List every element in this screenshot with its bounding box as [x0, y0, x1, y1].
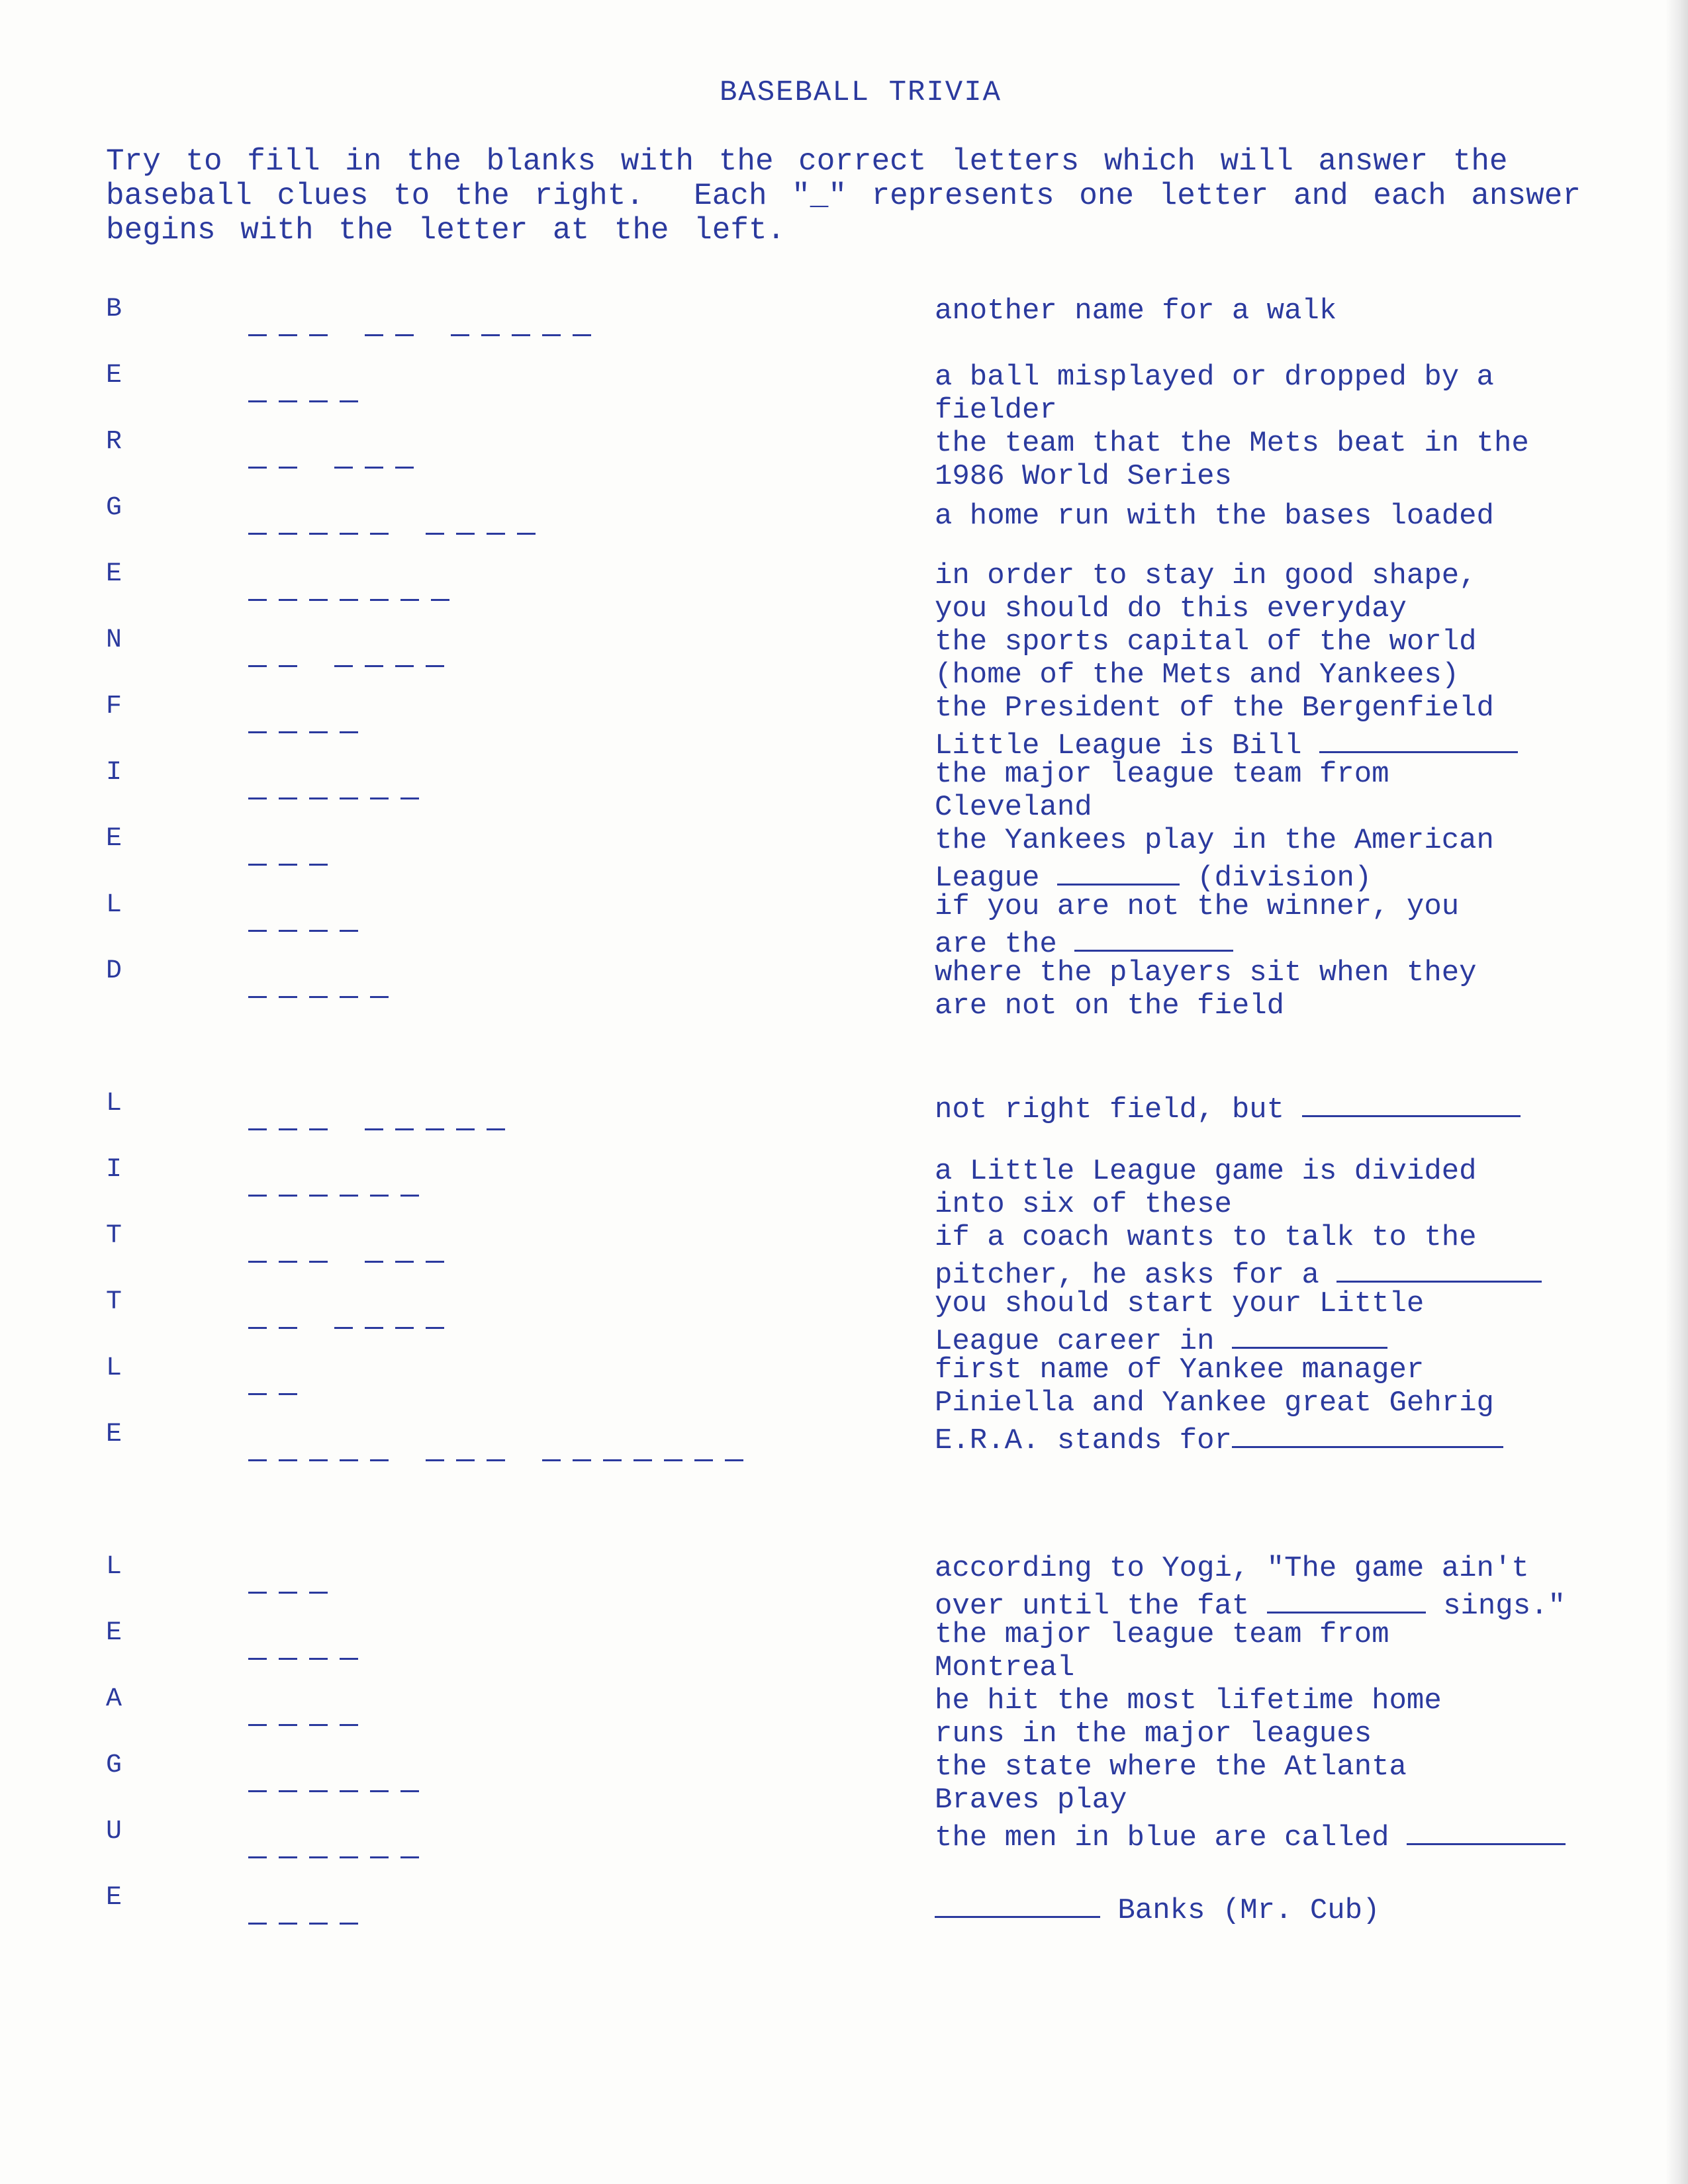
letter-blank[interactable] [248, 496, 267, 535]
clue-text [935, 1089, 1676, 1126]
clue-text [935, 1817, 1676, 1854]
start-letter: E [106, 824, 122, 854]
letter-blank[interactable] [340, 1819, 358, 1858]
letter-blank[interactable] [248, 628, 267, 667]
answer-row [106, 559, 139, 599]
letter-blank[interactable] [279, 1290, 297, 1329]
clue-line: the sports capital of the world (home of the Mets and Yankees) [935, 625, 1477, 692]
letter-blank[interactable] [340, 893, 358, 932]
clue-text [935, 1889, 1676, 1927]
clue-before-blank: the men in blue are called [935, 1821, 1407, 1854]
letter-blank[interactable] [309, 1753, 328, 1792]
clue-line: another name for a walk [935, 295, 1337, 328]
letter-blank[interactable] [248, 562, 267, 601]
letter-blank[interactable] [451, 297, 469, 336]
answer-row [106, 1552, 139, 1592]
clue-text [935, 956, 1676, 1023]
letter-blank[interactable] [248, 297, 267, 336]
letter-blank[interactable] [309, 1422, 328, 1461]
letter-blank[interactable] [694, 1422, 713, 1461]
letter-blank[interactable] [370, 1158, 389, 1197]
start-letter: B [106, 295, 122, 324]
letter-blank[interactable] [365, 1224, 383, 1263]
start-letter: G [106, 1751, 122, 1780]
clue-text [935, 758, 1676, 824]
letter-blank[interactable] [309, 1819, 328, 1858]
letter-blank[interactable] [340, 1687, 358, 1726]
letter-blank[interactable] [573, 297, 591, 336]
instructions: Try to fill in the blanks with the correct letters which will answer the baseball clues to the right. Each "_" represents one letter and each answer begins with the letter at the left. [106, 144, 1581, 248]
answer-row [106, 1221, 139, 1261]
clue-line: he hit the most lifetime home runs in the major leagues [935, 1684, 1442, 1751]
clue-line: a home run with the bases loaded [935, 500, 1494, 533]
letter-blank[interactable] [279, 1819, 297, 1858]
clue-text [935, 1155, 1676, 1221]
page-title: BASEBALL TRIVIA [719, 76, 1002, 109]
answer-row [106, 1353, 139, 1393]
letter-blank[interactable] [309, 1687, 328, 1726]
clue-before-blank: according to Yogi, "The game ain't over until the fat [935, 1552, 1529, 1623]
letter-blank[interactable] [279, 694, 297, 733]
letter-blank[interactable] [248, 363, 267, 402]
letter-blank[interactable] [309, 1555, 328, 1594]
letter-blank[interactable] [542, 297, 561, 336]
letter-blank[interactable] [456, 1091, 475, 1130]
letter-blank[interactable] [340, 1886, 358, 1925]
start-letter: L [106, 890, 122, 920]
answer-row [106, 1817, 139, 1856]
clue-text [935, 1420, 1676, 1457]
letter-blank[interactable] [279, 1356, 297, 1395]
letter-blank[interactable] [309, 827, 328, 866]
letter-blank[interactable] [248, 1091, 267, 1130]
clue-fill-blank[interactable] [1074, 923, 1233, 952]
letter-blank[interactable] [395, 1290, 414, 1329]
clue-line: first name of Yankee manager Piniella and Yankee great Gehrig [935, 1353, 1494, 1420]
clue-text [935, 1353, 1676, 1420]
letter-blank[interactable] [279, 1224, 297, 1263]
letter-blank[interactable] [426, 496, 444, 535]
clue-text [935, 625, 1676, 692]
letter-blank[interactable] [664, 1422, 682, 1461]
clue-before-blank: E.R.A. stands for [935, 1424, 1232, 1457]
clue-fill-blank[interactable] [1267, 1585, 1426, 1614]
letter-blank[interactable] [279, 430, 297, 469]
letter-blank[interactable] [340, 562, 358, 601]
letter-blank[interactable] [365, 1290, 383, 1329]
clue-text [935, 295, 1676, 328]
letter-blank[interactable] [279, 496, 297, 535]
answer-row [106, 1751, 139, 1790]
answer-row [106, 758, 139, 797]
answer-row [106, 890, 139, 930]
letter-blank[interactable] [426, 1422, 444, 1461]
letter-blank[interactable] [279, 562, 297, 601]
letter-blank[interactable] [340, 1621, 358, 1660]
start-letter: L [106, 1552, 122, 1582]
letter-blank[interactable] [279, 760, 297, 799]
letter-blank[interactable] [395, 430, 414, 469]
answer-row [106, 625, 139, 665]
letter-blank[interactable] [370, 959, 389, 998]
letter-blank[interactable] [248, 1158, 267, 1197]
clue-text [935, 1684, 1676, 1751]
letter-blank[interactable] [248, 1621, 267, 1660]
letter-blank[interactable] [309, 562, 328, 601]
letter-blank[interactable] [309, 496, 328, 535]
letter-blank[interactable] [725, 1422, 743, 1461]
letter-blank[interactable] [279, 1621, 297, 1660]
letter-blank[interactable] [370, 1819, 389, 1858]
letter-blank[interactable] [334, 628, 353, 667]
letter-blank[interactable] [426, 1224, 444, 1263]
letter-blank[interactable] [309, 959, 328, 998]
letter-blank[interactable] [279, 1753, 297, 1792]
letter-blank[interactable] [340, 496, 358, 535]
letter-blank[interactable] [426, 1091, 444, 1130]
start-letter: R [106, 427, 122, 457]
letter-blank[interactable] [248, 959, 267, 998]
letter-blank[interactable] [248, 430, 267, 469]
clue-text [935, 361, 1676, 427]
letter-blank[interactable] [395, 628, 414, 667]
start-letter: A [106, 1684, 122, 1714]
letter-blank[interactable] [370, 496, 389, 535]
clue-text [935, 824, 1676, 895]
answer-row [106, 1420, 139, 1459]
letter-blank[interactable] [487, 1091, 505, 1130]
start-letter: E [106, 1420, 122, 1449]
letter-blank[interactable] [542, 1422, 561, 1461]
start-letter: D [106, 956, 122, 986]
clue-fill-blank[interactable] [1407, 1817, 1566, 1845]
clue-after-blank: sings." [1425, 1590, 1566, 1623]
clue-text [935, 692, 1676, 762]
letter-blank[interactable] [633, 1422, 652, 1461]
answer-row [106, 824, 139, 864]
start-letter: T [106, 1287, 122, 1317]
letter-blank[interactable] [400, 1753, 419, 1792]
clue-line: where the players sit when they are not on the field [935, 956, 1477, 1023]
letter-blank[interactable] [573, 1422, 591, 1461]
letter-blank[interactable] [395, 297, 414, 336]
letter-blank[interactable] [279, 959, 297, 998]
letter-blank[interactable] [309, 1158, 328, 1197]
letter-blank[interactable] [248, 760, 267, 799]
letter-blank[interactable] [340, 363, 358, 402]
clue-line: the state where the Atlanta Braves play [935, 1751, 1407, 1817]
letter-blank[interactable] [248, 1819, 267, 1858]
letter-blank[interactable] [309, 1091, 328, 1130]
start-letter: E [106, 1618, 122, 1648]
start-letter: E [106, 361, 122, 390]
clue-before-blank: the President of the Bergenfield Little League is Bill [935, 692, 1494, 762]
start-letter: I [106, 1155, 122, 1185]
answer-row [106, 1618, 139, 1658]
clue-fill-blank[interactable] [1057, 857, 1180, 886]
letter-blank[interactable] [309, 363, 328, 402]
answer-row [106, 956, 139, 996]
letter-blank[interactable] [487, 496, 505, 535]
clue-line: the team that the Mets beat in the 1986 World Series [935, 427, 1529, 493]
answer-row [106, 493, 139, 533]
letter-blank[interactable] [370, 1422, 389, 1461]
letter-blank[interactable] [487, 1422, 505, 1461]
letter-blank[interactable] [395, 1091, 414, 1130]
start-letter: G [106, 493, 122, 523]
clue-text [935, 500, 1676, 533]
letter-blank[interactable] [309, 893, 328, 932]
answer-row [106, 1155, 139, 1195]
letter-blank[interactable] [309, 297, 328, 336]
clue-before-blank: if you are not the winner, you are the [935, 890, 1460, 961]
letter-blank[interactable] [279, 827, 297, 866]
clue-text [935, 559, 1676, 625]
answer-row [106, 1287, 139, 1327]
answer-row [106, 361, 139, 400]
letter-blank[interactable] [279, 1091, 297, 1130]
start-letter: T [106, 1221, 122, 1251]
clue-line: the major league team from Montreal [935, 1618, 1389, 1684]
letter-blank[interactable] [426, 628, 444, 667]
answer-row [106, 295, 139, 334]
letter-blank[interactable] [370, 1753, 389, 1792]
letter-blank[interactable] [340, 1422, 358, 1461]
letter-blank[interactable] [334, 1290, 353, 1329]
clue-line: a ball misplayed or dropped by a fielder [935, 361, 1494, 427]
letter-blank[interactable] [248, 893, 267, 932]
letter-blank[interactable] [517, 496, 536, 535]
start-letter: I [106, 758, 122, 788]
letter-blank[interactable] [400, 1819, 419, 1858]
letter-blank[interactable] [248, 1753, 267, 1792]
clue-after-blank: Banks (Mr. Cub) [1100, 1894, 1380, 1927]
letter-blank[interactable] [334, 430, 353, 469]
clue-text [935, 1751, 1676, 1817]
letter-blank[interactable] [279, 1687, 297, 1726]
letter-blank[interactable] [309, 694, 328, 733]
letter-blank[interactable] [340, 1158, 358, 1197]
letter-blank[interactable] [365, 628, 383, 667]
clue-fill-blank[interactable] [1232, 1420, 1503, 1448]
letter-blank[interactable] [279, 628, 297, 667]
letter-blank[interactable] [340, 760, 358, 799]
answer-row [106, 1684, 139, 1724]
clue-fill-blank[interactable] [1302, 1089, 1521, 1117]
start-letter: L [106, 1089, 122, 1118]
letter-blank[interactable] [248, 1687, 267, 1726]
letter-blank[interactable] [279, 1886, 297, 1925]
clue-text [935, 1618, 1676, 1684]
letter-blank[interactable] [400, 562, 419, 601]
letter-blank[interactable] [248, 694, 267, 733]
letter-blank[interactable] [279, 1158, 297, 1197]
letter-blank[interactable] [395, 1224, 414, 1263]
answer-row [106, 692, 139, 731]
letter-blank[interactable] [309, 1886, 328, 1925]
clue-fill-blank[interactable] [1336, 1254, 1542, 1283]
letter-blank[interactable] [340, 1753, 358, 1792]
answer-row [106, 427, 139, 467]
letter-blank[interactable] [248, 827, 267, 866]
clue-text [935, 1287, 1676, 1358]
letter-blank[interactable] [340, 959, 358, 998]
letter-blank[interactable] [309, 1224, 328, 1263]
letter-blank[interactable] [279, 1555, 297, 1594]
letter-blank[interactable] [248, 1422, 267, 1461]
start-letter: F [106, 692, 122, 721]
clue-line: a Little League game is divided into six of these [935, 1155, 1477, 1221]
clue-before-blank: you should start your Little League career in [935, 1287, 1425, 1358]
letter-blank[interactable] [340, 694, 358, 733]
letter-blank[interactable] [512, 297, 530, 336]
letter-blank[interactable] [431, 562, 449, 601]
letter-blank[interactable] [426, 1290, 444, 1329]
start-letter: U [106, 1817, 122, 1846]
letter-blank[interactable] [370, 760, 389, 799]
letter-blank[interactable] [248, 1224, 267, 1263]
start-letter: N [106, 625, 122, 655]
letter-blank[interactable] [365, 1091, 383, 1130]
letter-blank[interactable] [309, 1621, 328, 1660]
letter-blank[interactable] [279, 893, 297, 932]
letter-blank[interactable] [456, 1422, 475, 1461]
letter-blank[interactable] [365, 430, 383, 469]
answer-row [106, 1883, 139, 1923]
clue-text [935, 1221, 1676, 1292]
letter-blank[interactable] [279, 363, 297, 402]
clue-text [935, 890, 1676, 961]
clue-line: in order to stay in good shape, you should do this everyday [935, 559, 1477, 625]
clue-fill-blank[interactable] [1232, 1320, 1387, 1349]
letter-blank[interactable] [370, 562, 389, 601]
letter-blank[interactable] [456, 496, 475, 535]
letter-blank[interactable] [279, 1422, 297, 1461]
clue-before-blank: the Yankees play in the American League [935, 824, 1494, 895]
letter-blank[interactable] [248, 1886, 267, 1925]
letter-blank[interactable] [309, 760, 328, 799]
letter-blank[interactable] [248, 1290, 267, 1329]
clue-after-blank: (division) [1179, 862, 1372, 895]
letter-blank[interactable] [248, 1356, 267, 1395]
letter-blank[interactable] [603, 1422, 622, 1461]
answer-row [106, 1089, 139, 1128]
clue-fill-blank[interactable] [935, 1889, 1100, 1918]
letter-blank[interactable] [481, 297, 500, 336]
clue-text [935, 427, 1676, 493]
start-letter: E [106, 1883, 122, 1913]
letter-blank[interactable] [365, 297, 383, 336]
clue-line: the major league team from Cleveland [935, 758, 1389, 824]
clue-before-blank: if a coach wants to talk to the pitcher, he asks for a [935, 1221, 1477, 1292]
clue-fill-blank[interactable] [1319, 725, 1518, 753]
start-letter: L [106, 1353, 122, 1383]
clue-before-blank: not right field, but [935, 1093, 1302, 1126]
letter-blank[interactable] [400, 760, 419, 799]
letter-blank[interactable] [279, 297, 297, 336]
start-letter: E [106, 559, 122, 589]
clue-text [935, 1552, 1676, 1623]
letter-blank[interactable] [400, 1158, 419, 1197]
letter-blank[interactable] [248, 1555, 267, 1594]
